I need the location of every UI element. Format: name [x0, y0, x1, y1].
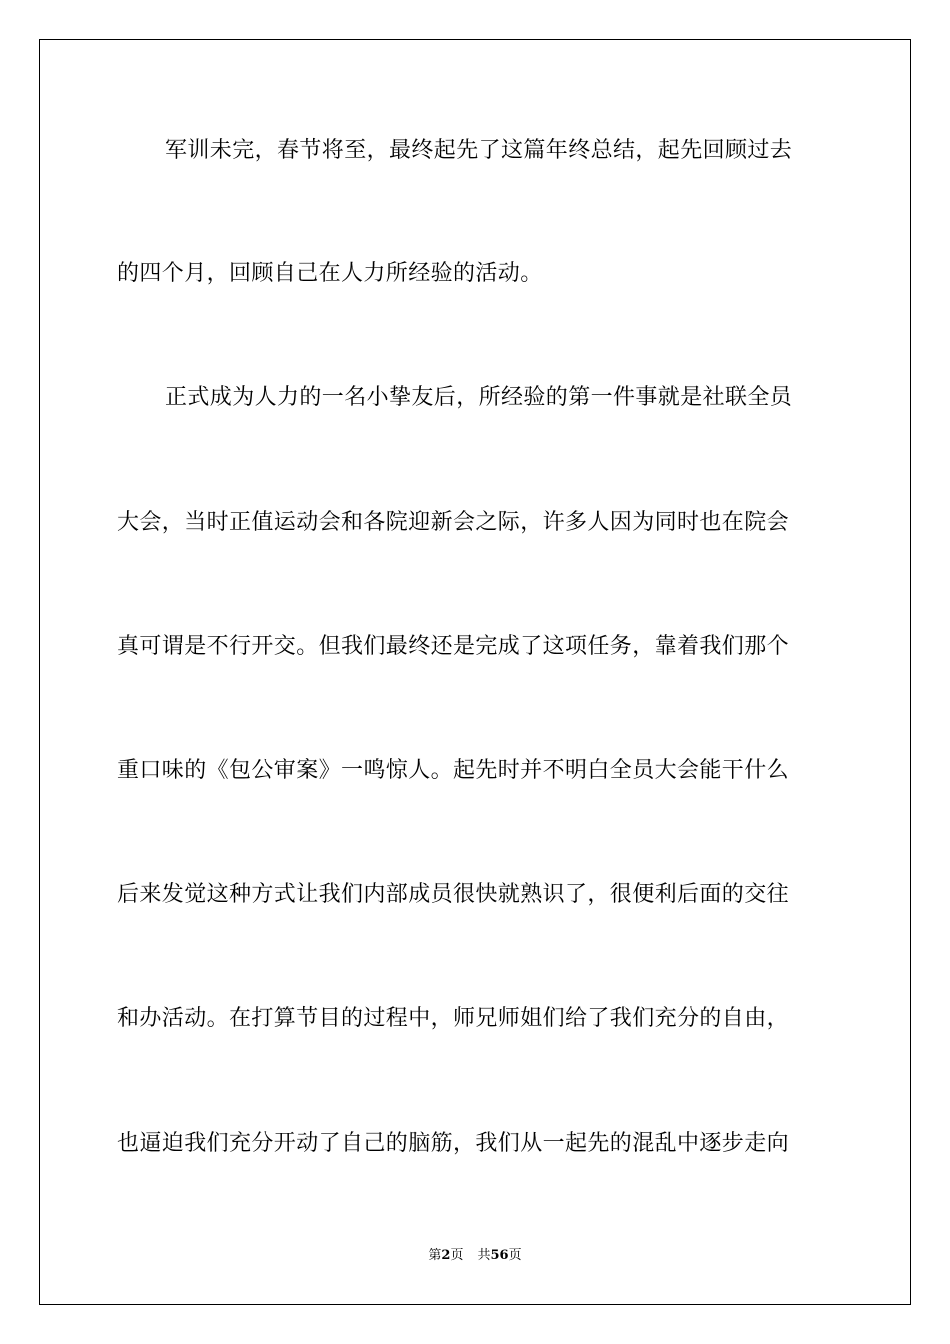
text-line-1: 军训未完，春节将至，最终起先了这篇年终总结，起先回顾过去: [165, 138, 793, 163]
text-line-8: 和办活动。在打算节目的过程中，师兄师姐们给了我们充分的自由，: [117, 1006, 790, 1031]
text-line-6: 重口味的《包公审案》一鸣惊人。起先时并不明白全员大会能干什么: [117, 758, 790, 783]
footer-total-prefix: 共: [477, 1248, 491, 1263]
footer-total-pages: 56: [490, 1248, 509, 1263]
footer-page-number: 2: [441, 1248, 451, 1263]
text-line-5: 真可谓是不行开交。但我们最终还是完成了这项任务，靠着我们那个: [117, 634, 790, 659]
text-line-3: 正式成为人力的一名小挚友后，所经验的第一件事就是社联全员: [165, 385, 793, 410]
text-line-7: 后来发觉这种方式让我们内部成员很快就熟识了，很便利后面的交往: [117, 882, 790, 907]
footer-page-prefix: 第: [428, 1248, 442, 1263]
footer-page-suffix: 页: [450, 1248, 464, 1263]
page-border: [39, 39, 911, 1305]
text-line-9: 也逼迫我们充分开动了自己的脑筋，我们从一起先的混乱中逐步走向: [117, 1131, 790, 1156]
text-line-2: 的四个月，回顾自己在人力所经验的活动。: [117, 261, 543, 286]
page-footer: [0, 1247, 950, 1265]
footer-total-suffix: 页: [508, 1248, 522, 1263]
text-line-4: 大会，当时正值运动会和各院迎新会之际，许多人因为同时也在院会: [117, 510, 790, 535]
